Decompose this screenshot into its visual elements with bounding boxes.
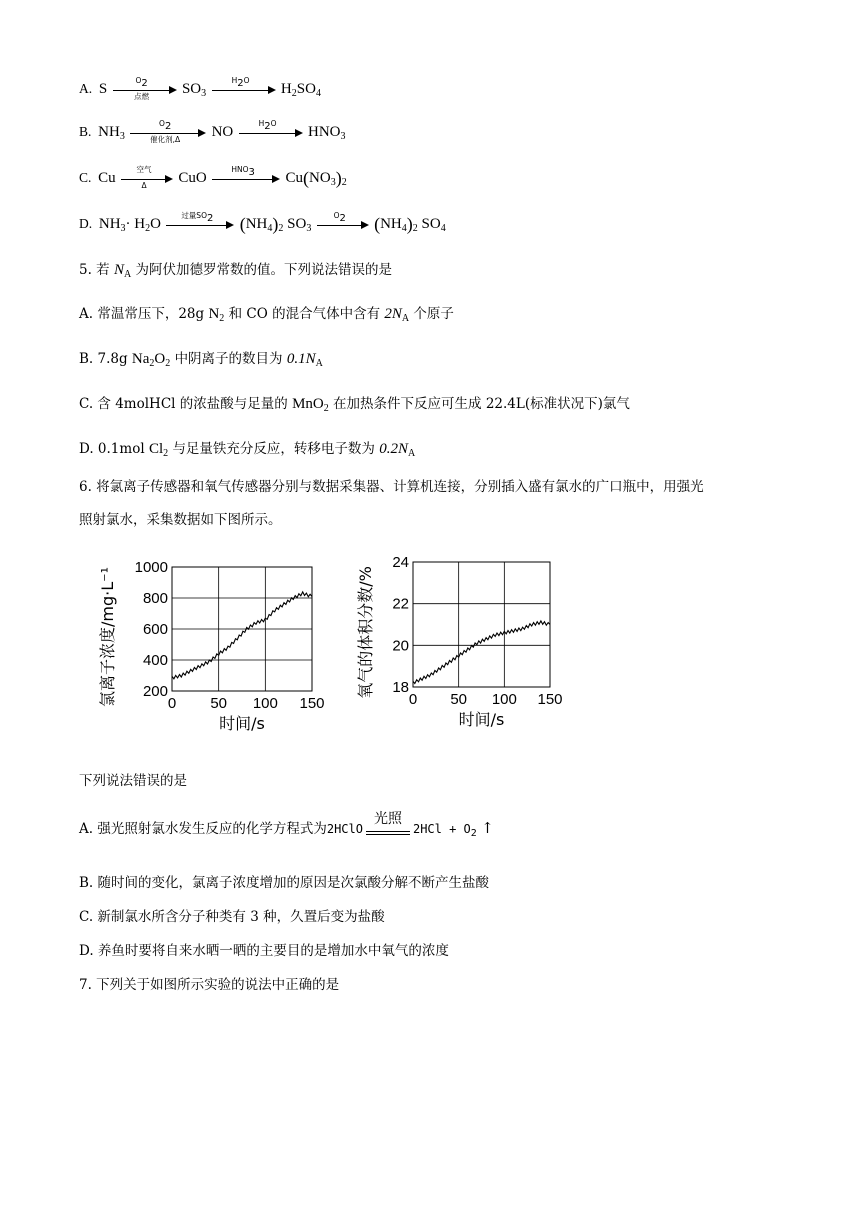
- formula-part: Cu: [285, 170, 304, 186]
- text: 在加热条件下反应可生成 22.4L(标准状况下)氯气: [333, 396, 630, 412]
- formula-sub: 2: [278, 223, 284, 234]
- condition-text: O: [135, 75, 142, 85]
- formula-sub: 2: [291, 88, 297, 99]
- formula-sub: 4: [315, 88, 321, 99]
- x-tick-label: 100: [252, 695, 278, 712]
- formula: 2HClO: [326, 822, 363, 836]
- option-4a: [79, 75, 321, 101]
- option-6b: B. 随时间的变化，氯离子浓度增加的原因是次氯酸分解不断产生盐酸: [79, 875, 490, 891]
- text: 和 CO 的混合气体中含有: [228, 306, 381, 322]
- option-label: C.: [79, 170, 92, 185]
- formula-part: NO: [309, 170, 331, 186]
- formula-part: O: [154, 351, 166, 367]
- x-tick-label: 150: [299, 695, 325, 712]
- x-tick-label: 100: [491, 691, 517, 708]
- option-5d: [79, 439, 415, 459]
- formula-sub: 2: [470, 828, 477, 839]
- text: A. 强光照射氯水发生反应的化学方程式为: [79, 821, 327, 837]
- condition-sub: 2: [339, 212, 346, 224]
- formula: [379, 441, 415, 457]
- formula-part: Na: [131, 351, 150, 367]
- condition-text: 过量SO: [181, 210, 207, 220]
- y-tick-label: 22: [392, 595, 409, 613]
- formula-sub: 2: [149, 358, 155, 369]
- text: 5. 若: [79, 262, 110, 278]
- condition-text: 光照: [373, 810, 402, 827]
- option-4b: [79, 118, 346, 144]
- formula-sub: 3: [340, 131, 346, 142]
- formula-sub: 3: [120, 223, 126, 234]
- formula-sub: 4: [440, 223, 446, 234]
- formula-part: NH: [98, 216, 121, 232]
- condition-text: O: [270, 118, 277, 128]
- condition-text: H: [258, 118, 265, 128]
- formula: [99, 216, 161, 232]
- condition-sub: 2: [164, 120, 172, 132]
- text: D. 0.1mol: [79, 441, 145, 457]
- text: 与足量铁充分反应，转移电子数为: [172, 441, 375, 457]
- x-axis-label: 时间/s: [458, 710, 505, 729]
- formula: [412, 822, 477, 839]
- condition-text: 空气: [136, 164, 152, 174]
- formula-sub: 2: [219, 313, 225, 324]
- formula-part: Cl: [148, 441, 164, 457]
- condition-text: 点燃: [134, 91, 150, 101]
- reaction-arrow: [130, 118, 206, 144]
- reaction-arrow: [317, 210, 369, 233]
- y-tick-label: 20: [392, 637, 409, 655]
- condition-sub: 3: [248, 166, 255, 178]
- formula: $(NH_4)_2$ $SO_3$: [239, 214, 312, 234]
- question-6-stem-line1: 6. 将氯离子传感器和氧气传感器分别与数据采集器、计算机连接，分别插入盛有氯水的广口瓶中，用强光: [79, 479, 704, 495]
- formula-sub: 2: [412, 223, 418, 234]
- reaction-arrow: [113, 75, 177, 101]
- reaction-arrow: [239, 118, 303, 141]
- formula-part: O: [150, 216, 161, 232]
- data-series-line: [413, 621, 550, 684]
- y-axis-label: 氧气的体积分数/%: [356, 566, 375, 699]
- formula-sub: A: [408, 448, 416, 459]
- question-6-prompt: 下列说法错误的是: [79, 773, 187, 789]
- formula-part: HNO: [307, 124, 341, 140]
- formula: $(NH_4)_2$ $SO_4$: [374, 214, 446, 234]
- condition-text: HNO: [231, 164, 249, 174]
- formula-sub: 2: [145, 223, 151, 234]
- x-tick-label: 50: [450, 691, 468, 708]
- condition-text: 催化剂,Δ: [150, 134, 181, 144]
- option-5c: [79, 394, 630, 414]
- formula: [384, 306, 409, 322]
- data-series-line: [172, 592, 312, 679]
- text: A. 常温常压下，28g: [79, 306, 205, 322]
- reaction-equals-sign: [366, 810, 410, 841]
- formula-part: MnO: [292, 396, 324, 412]
- condition-sub: 2: [264, 120, 271, 132]
- formula-sub: 2: [323, 403, 329, 414]
- formula: $Cu(NO_3)_2$: [285, 168, 347, 188]
- formula: [287, 351, 323, 367]
- formula-part: H: [280, 81, 292, 97]
- condition-sub: 2: [237, 77, 244, 89]
- option-label: B.: [79, 124, 92, 139]
- formula-sub: 3: [119, 131, 125, 142]
- sensor-charts: [95, 545, 575, 745]
- formula: NO: [211, 124, 234, 140]
- formula-part: N: [208, 306, 220, 322]
- text: B. 7.8g: [79, 351, 128, 367]
- y-tick-label: 18: [392, 679, 409, 696]
- option-label: A.: [79, 81, 93, 96]
- formula-part: NH: [98, 124, 120, 140]
- option-6c: C. 新制氯水所含分子种类有 3 种，久置后变为盐酸: [79, 909, 385, 925]
- formula: S: [98, 81, 108, 97]
- reaction-arrow: [212, 75, 276, 98]
- text: C. 含 4molHCl 的浓盐酸与足量的: [79, 396, 288, 412]
- formula-part: NH: [380, 216, 402, 232]
- condition-text: O: [243, 75, 250, 85]
- formula-sub: A: [401, 313, 410, 324]
- x-tick-label: 0: [408, 691, 418, 708]
- reaction-arrow: [212, 164, 280, 187]
- formula-part: 2HCl + O: [412, 822, 471, 836]
- formula: [281, 81, 321, 97]
- formula-sub: 3: [330, 177, 336, 188]
- formula-sub: 2: [163, 448, 169, 459]
- question-6-stem-line2: 照射氯水，采集数据如下图所示。: [79, 512, 282, 528]
- y-tick-label: 400: [142, 652, 168, 669]
- formula-sub: A: [123, 269, 132, 280]
- condition-sub: 2: [141, 77, 148, 89]
- reaction-arrow: [121, 164, 173, 190]
- formula-sub: 2: [165, 358, 171, 369]
- text: 中阴离子的数目为: [174, 351, 283, 367]
- formula: [182, 81, 206, 97]
- formula-part: 0.1N: [286, 351, 316, 367]
- formula-sub: 3: [201, 88, 207, 99]
- formula-part: N: [113, 262, 124, 278]
- x-axis-label: 时间/s: [219, 714, 265, 733]
- formula: [98, 124, 125, 140]
- formula: [308, 124, 346, 140]
- formula: [132, 351, 170, 367]
- option-5a: [79, 304, 454, 324]
- formula: [208, 306, 224, 322]
- option-4d: [79, 210, 446, 234]
- condition-text: Δ: [141, 180, 147, 190]
- y-tick-label: 600: [142, 621, 168, 638]
- option-5b: [79, 349, 323, 369]
- formula-part: SO: [296, 81, 316, 97]
- text: 个原子: [413, 306, 454, 322]
- formula: [114, 262, 131, 278]
- y-axis-label: 氯离子浓度/mg·L⁻¹: [98, 567, 117, 707]
- option-6a: [79, 810, 494, 841]
- option-6d: D. 养鱼时要将自来水晒一晒的主要目的是增加水中氧气的浓度: [79, 943, 449, 959]
- formula-sub: 2: [341, 177, 347, 188]
- formula-part: · H: [125, 216, 146, 232]
- question-5-stem: [79, 260, 392, 280]
- question-7-stem: 7. 下列关于如图所示实验的说法中正确的是: [79, 977, 340, 993]
- formula: [292, 396, 329, 412]
- x-tick-label: 0: [167, 695, 177, 712]
- condition-text: O: [333, 210, 340, 220]
- formula: CuO: [178, 170, 207, 186]
- condition-text: O: [159, 118, 165, 128]
- x-tick-label: 150: [537, 691, 563, 708]
- text: 为阿伏加德罗常数的值。下列说法错误的是: [135, 262, 393, 278]
- formula-part: SO: [287, 216, 307, 232]
- formula-part: SO: [421, 216, 441, 232]
- condition-sub: 2: [206, 212, 214, 224]
- y-tick-label: 24: [392, 554, 409, 571]
- formula: Cu: [98, 170, 116, 186]
- formula-part: NH: [245, 216, 268, 232]
- y-tick-label: 200: [142, 683, 168, 700]
- y-tick-label: 800: [142, 590, 168, 607]
- formula-part: 2N: [384, 306, 402, 322]
- formula-sub: 4: [401, 223, 407, 234]
- formula: [149, 441, 168, 457]
- formula-part: 0.2N: [379, 441, 408, 457]
- x-tick-label: 50: [210, 695, 228, 712]
- formula-sub: 4: [267, 223, 273, 234]
- condition-text: H: [231, 75, 238, 85]
- formula-sub: 3: [306, 223, 312, 234]
- gas-up-arrow-icon: ↑: [481, 819, 494, 837]
- option-4c: [79, 164, 347, 190]
- formula-part: SO: [181, 81, 202, 97]
- y-tick-label: 1000: [134, 559, 168, 576]
- option-label: D.: [79, 216, 93, 231]
- reaction-arrow: [166, 210, 234, 233]
- formula-sub: A: [315, 358, 323, 369]
